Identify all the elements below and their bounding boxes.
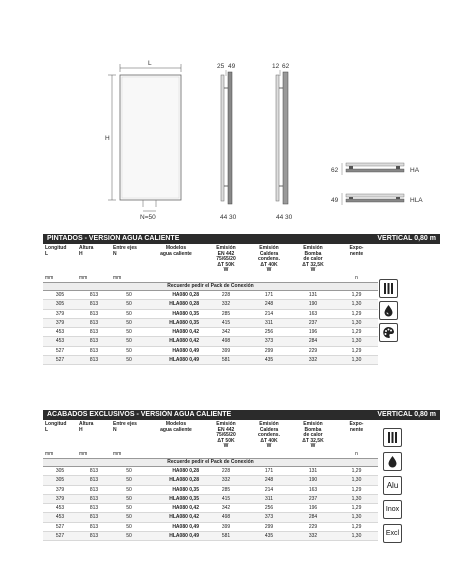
table-cell: 305 [43,476,77,485]
table-cell: 453 [43,504,77,513]
table-cell: HA080 0,49 [147,522,205,531]
unit-cell [147,274,205,283]
table-cell: 284 [291,337,335,346]
column-header-line: Modelos [165,245,187,251]
table-cell: 50 [111,356,147,365]
technical-drawings [0,0,452,230]
table-cell: 1,30 [335,532,378,541]
table-cell: 813 [77,337,111,346]
column-header-line: Bomba [304,250,322,257]
column-header-line: ΔT 32,5K [302,437,324,444]
table-cell: 50 [111,476,147,485]
column-header-line: Longitud [45,245,67,251]
table-row [43,328,378,337]
column-header-line: 75/65/20 [216,432,236,439]
table-cell: 435 [247,356,291,365]
table-cell: 813 [77,476,111,485]
table-cell: HLA080 0,42 [147,513,205,522]
table-cell: HLA080 0,35 [147,494,205,503]
table-cell: 229 [291,346,335,355]
column-header-line: ΔT 50K [217,437,235,444]
water-drop-icon-2 [383,452,402,471]
section2-right-label: VERTICAL 0,80 m [377,411,436,418]
column-header-line: ΔT 40K [260,437,278,444]
table-cell: 342 [205,504,247,513]
profile-ha-dim: 62 [331,167,339,174]
table-cell: 285 [205,485,247,494]
section1-title: PINTADOS - VERSIÓN AGUA CALIENTE [47,235,180,242]
table-cell: 50 [111,532,147,541]
column-header-line: Expo- [349,421,364,427]
column-header-line: agua caliente [160,250,192,257]
palette-icon [379,323,398,342]
unit-cell: mm [113,450,122,457]
table-row [43,485,378,494]
inox-badge: Inox [383,500,402,519]
table-cell: 214 [247,309,291,318]
unit-cell: mm [113,274,122,281]
column-header-line: W [310,443,316,450]
table-cell: 527 [43,522,77,531]
table-cell: 813 [77,356,111,365]
column-header-line: Altura [79,421,94,427]
table-cell: 305 [43,300,77,309]
table-cell: 1,30 [335,337,378,346]
table-row [43,337,378,346]
table-cell: 813 [77,485,111,494]
table-cell: HLA080 0,28 [147,300,205,309]
column-header-line: ΔT 50K [217,261,235,268]
table-cell: 813 [77,494,111,503]
column-header-line: condens. [258,256,280,263]
column-header [335,422,378,450]
table-cell: 50 [111,328,147,337]
column-header-line: Emisión [259,421,279,427]
column-header-line: L [45,250,49,257]
column-header [247,422,291,450]
table-cell: HLA080 0,35 [147,318,205,327]
table-cell: 1,30 [335,300,378,309]
table-cell: 415 [205,318,247,327]
table-cell: 379 [43,309,77,318]
table-cell: 1,30 [335,513,378,522]
table-cell: 305 [43,290,77,299]
table-cell: 1,30 [335,494,378,503]
table-cell: 332 [291,532,335,541]
table-cell: 237 [291,494,335,503]
column-header-line: W [266,267,272,274]
unit-cell [147,450,205,459]
table-cell: 498 [205,337,247,346]
column-header-line: Caldera [259,250,279,257]
table-cell: 813 [77,309,111,318]
table-cell: 332 [205,300,247,309]
column-header-line: Emisión [303,421,323,427]
unit-cell: mm [45,274,54,281]
table-row [43,494,378,503]
table-cell: 228 [205,466,247,475]
table-cell: 50 [111,466,147,475]
table-cell: 305 [43,466,77,475]
column-header [77,422,111,450]
table-row [43,356,378,365]
table-cell: 163 [291,309,335,318]
water-drop-icon [379,301,398,320]
table-cell: 311 [247,494,291,503]
table-row [43,532,378,541]
column-header-line: Emisión [216,421,236,427]
table-row [43,513,378,522]
column-header-line: EN 442 [217,426,235,433]
table-cell: 813 [77,346,111,355]
column-header-line: N [113,250,117,257]
section2-table [43,422,378,541]
table-cell: 284 [291,513,335,522]
column-header-line: de calor [303,256,323,263]
column-header-line: Emisión [303,245,323,251]
unit-cell: mm [79,274,88,281]
unit-cell: mm [45,450,54,457]
side1-top-dim: 25 [217,63,225,70]
table-cell: 1,29 [335,309,378,318]
column-header [43,422,77,450]
column-header-line: de calor [303,432,323,439]
side2-top2-dim: 62 [282,63,290,70]
table-cell: HA080 0,28 [147,290,205,299]
table-cell: 379 [43,485,77,494]
table-cell: 527 [43,346,77,355]
table-row [43,504,378,513]
table-cell: HLA080 0,49 [147,356,205,365]
column-header-line: Modelos [165,421,187,427]
side-view-hla-drawing [272,63,293,221]
section2-header [43,410,440,420]
table-cell: 311 [247,318,291,327]
table-cell: 415 [205,494,247,503]
table-cell: 50 [111,485,147,494]
table-cell: 50 [111,346,147,355]
table-cell: 373 [247,337,291,346]
side1-top2-dim: 49 [228,63,236,70]
front-axis-label: N=50 [140,214,156,221]
front-width-label: L [148,60,152,67]
table-cell: 1,29 [335,522,378,531]
table-cell: HA080 0,42 [147,328,205,337]
table-cell: 379 [43,318,77,327]
column-header [291,246,335,274]
table-cell: 171 [247,466,291,475]
column-header-line: EN 442 [217,250,235,257]
column-header-line: Emisión [259,245,279,251]
side2-bottom2-dim: 30 [285,214,293,221]
table-cell: 373 [247,513,291,522]
table-cell: 813 [77,300,111,309]
table-cell: HA080 0,35 [147,485,205,494]
units-row [43,450,378,459]
table-cell: 1,29 [335,290,378,299]
column-header-line: Emisión [216,245,236,251]
unit-cell [205,274,247,283]
table-cell: 527 [43,532,77,541]
column-header-line: L [45,426,49,433]
unit-cell [247,450,291,459]
table-cell: 379 [43,494,77,503]
column-header [247,246,291,274]
unit-cell [291,450,335,459]
unit-cell: n [355,274,358,281]
column-header-line: nente [349,250,364,257]
table-cell: 50 [111,309,147,318]
column-header-line: W [223,443,229,450]
profile-hla-dim: 49 [331,197,339,204]
table-cell: 527 [43,356,77,365]
table-cell: 453 [43,328,77,337]
table-cell: HLA080 0,49 [147,532,205,541]
table-row [43,290,378,299]
table-cell: 50 [111,318,147,327]
column-header [147,246,205,274]
table-cell: 190 [291,476,335,485]
column-header-line: Bomba [304,426,322,433]
table-cell: 196 [291,504,335,513]
table-cell: 453 [43,513,77,522]
column-header-line: Caldera [259,426,279,433]
connection-pack-note: Recuerde pedir el Pack de Conexión [43,458,378,466]
column-header-line: Expo- [349,245,364,251]
table-cell: 435 [247,532,291,541]
column-header-line: W [266,443,272,450]
table-row [43,476,378,485]
unit-cell [291,274,335,283]
table-cell: 813 [77,466,111,475]
table-cell: HLA080 0,28 [147,476,205,485]
table-cell: 1,29 [335,485,378,494]
note-row [43,458,378,466]
table-cell: 399 [205,522,247,531]
table-cell: 1,29 [335,346,378,355]
alu-badge: Alu [383,476,402,495]
profile-hla-label: HLA [410,197,423,204]
table-cell: 813 [77,290,111,299]
excl-badge: Excl [383,524,402,543]
column-header-line: ΔT 40K [260,261,278,268]
column-header-line: H [79,250,83,257]
table-row [43,309,378,318]
table-cell: 299 [247,346,291,355]
table-cell: 1,29 [335,466,378,475]
unit-cell [247,274,291,283]
section1-header [43,234,440,244]
unit-cell [205,450,247,459]
column-header [291,422,335,450]
table-cell: 1,30 [335,356,378,365]
table-cell: 332 [291,356,335,365]
section2-title: ACABADOS EXCLUSIVOS - VERSIÓN AGUA CALIENTE [47,411,232,418]
table-row [43,346,378,355]
table-cell: 163 [291,485,335,494]
column-header-line: Entre ejes [113,421,137,427]
table-cell: 813 [77,522,111,531]
table-cell: 342 [205,328,247,337]
table-cell: 50 [111,504,147,513]
table-cell: 256 [247,328,291,337]
column-header-line: 75/65/20 [216,256,236,263]
column-header-line: N [113,426,117,433]
profile-ha-label: HA [410,167,420,174]
column-header-line: W [310,267,316,274]
column-header-line: ΔT 32,5K [302,261,324,268]
table-cell: 190 [291,300,335,309]
column-header-line: Entre ejes [113,245,137,251]
table-cell: 1,29 [335,328,378,337]
table-cell: 581 [205,532,247,541]
table-cell: 399 [205,346,247,355]
column-header [111,422,147,450]
section1-table [43,246,378,365]
column-header [147,422,205,450]
table-cell: HA080 0,35 [147,309,205,318]
table-cell: 50 [111,300,147,309]
column-header-line: agua caliente [160,426,192,433]
table-cell: 813 [77,328,111,337]
table-cell: 214 [247,485,291,494]
header-row [43,246,378,274]
column-header [205,246,247,274]
table-row [43,318,378,327]
connection-pack-note: Recuerde pedir el Pack de Conexión [43,282,378,290]
column-header [335,246,378,274]
units-row [43,274,378,283]
side2-bottom-dim: 44 [276,214,284,221]
table-row [43,522,378,531]
column-header-line: W [223,267,229,274]
table-cell: 1,30 [335,476,378,485]
note-row [43,282,378,290]
table-cell: 813 [77,318,111,327]
column-header-line: Longitud [45,421,67,427]
table-cell: 299 [247,522,291,531]
header-row [43,422,378,450]
table-cell: 229 [291,522,335,531]
table-row [43,300,378,309]
table-cell: 285 [205,309,247,318]
section1-right-label: VERTICAL 0,80 m [377,235,436,242]
table-cell: 50 [111,337,147,346]
column-header-line: nente [349,426,364,433]
column-header [77,246,111,274]
profile-hla-drawing [331,193,423,205]
table-cell: 248 [247,476,291,485]
table-cell: HA080 0,49 [147,346,205,355]
column-header-line: H [79,426,83,433]
table-cell: 581 [205,356,247,365]
table-cell: 50 [111,290,147,299]
front-view-drawing [105,60,181,221]
side2-top-dim: 12 [272,63,280,70]
radiator-icon-2 [383,428,402,447]
side1-bottom2-dim: 30 [229,214,237,221]
table-cell: HA080 0,42 [147,504,205,513]
column-header-line: Altura [79,245,94,251]
unit-cell: n [355,450,358,457]
unit-cell: mm [79,450,88,457]
table-row [43,466,378,475]
column-header [205,422,247,450]
table-cell: HA080 0,28 [147,466,205,475]
column-header [111,246,147,274]
table-cell: 332 [205,476,247,485]
table-cell: 453 [43,337,77,346]
side1-bottom-dim: 44 [220,214,228,221]
column-header-line: condens. [258,432,280,439]
table-cell: 171 [247,290,291,299]
table-cell: 1,30 [335,318,378,327]
table-cell: 813 [77,513,111,522]
table-cell: 131 [291,290,335,299]
table-cell: 813 [77,504,111,513]
profile-ha-drawing [331,163,420,175]
radiator-icon [379,279,398,298]
table-cell: 196 [291,328,335,337]
front-height-label: H [105,135,110,142]
table-cell: 228 [205,290,247,299]
side-view-ha-drawing [217,63,237,221]
table-cell: 813 [77,532,111,541]
table-cell: 131 [291,466,335,475]
table-cell: 50 [111,522,147,531]
table-cell: 50 [111,494,147,503]
table-cell: 1,29 [335,504,378,513]
table-cell: 248 [247,300,291,309]
table-cell: 50 [111,513,147,522]
table-cell: 237 [291,318,335,327]
column-header [43,246,77,274]
table-cell: 256 [247,504,291,513]
table-cell: 498 [205,513,247,522]
table-cell: HLA080 0,42 [147,337,205,346]
